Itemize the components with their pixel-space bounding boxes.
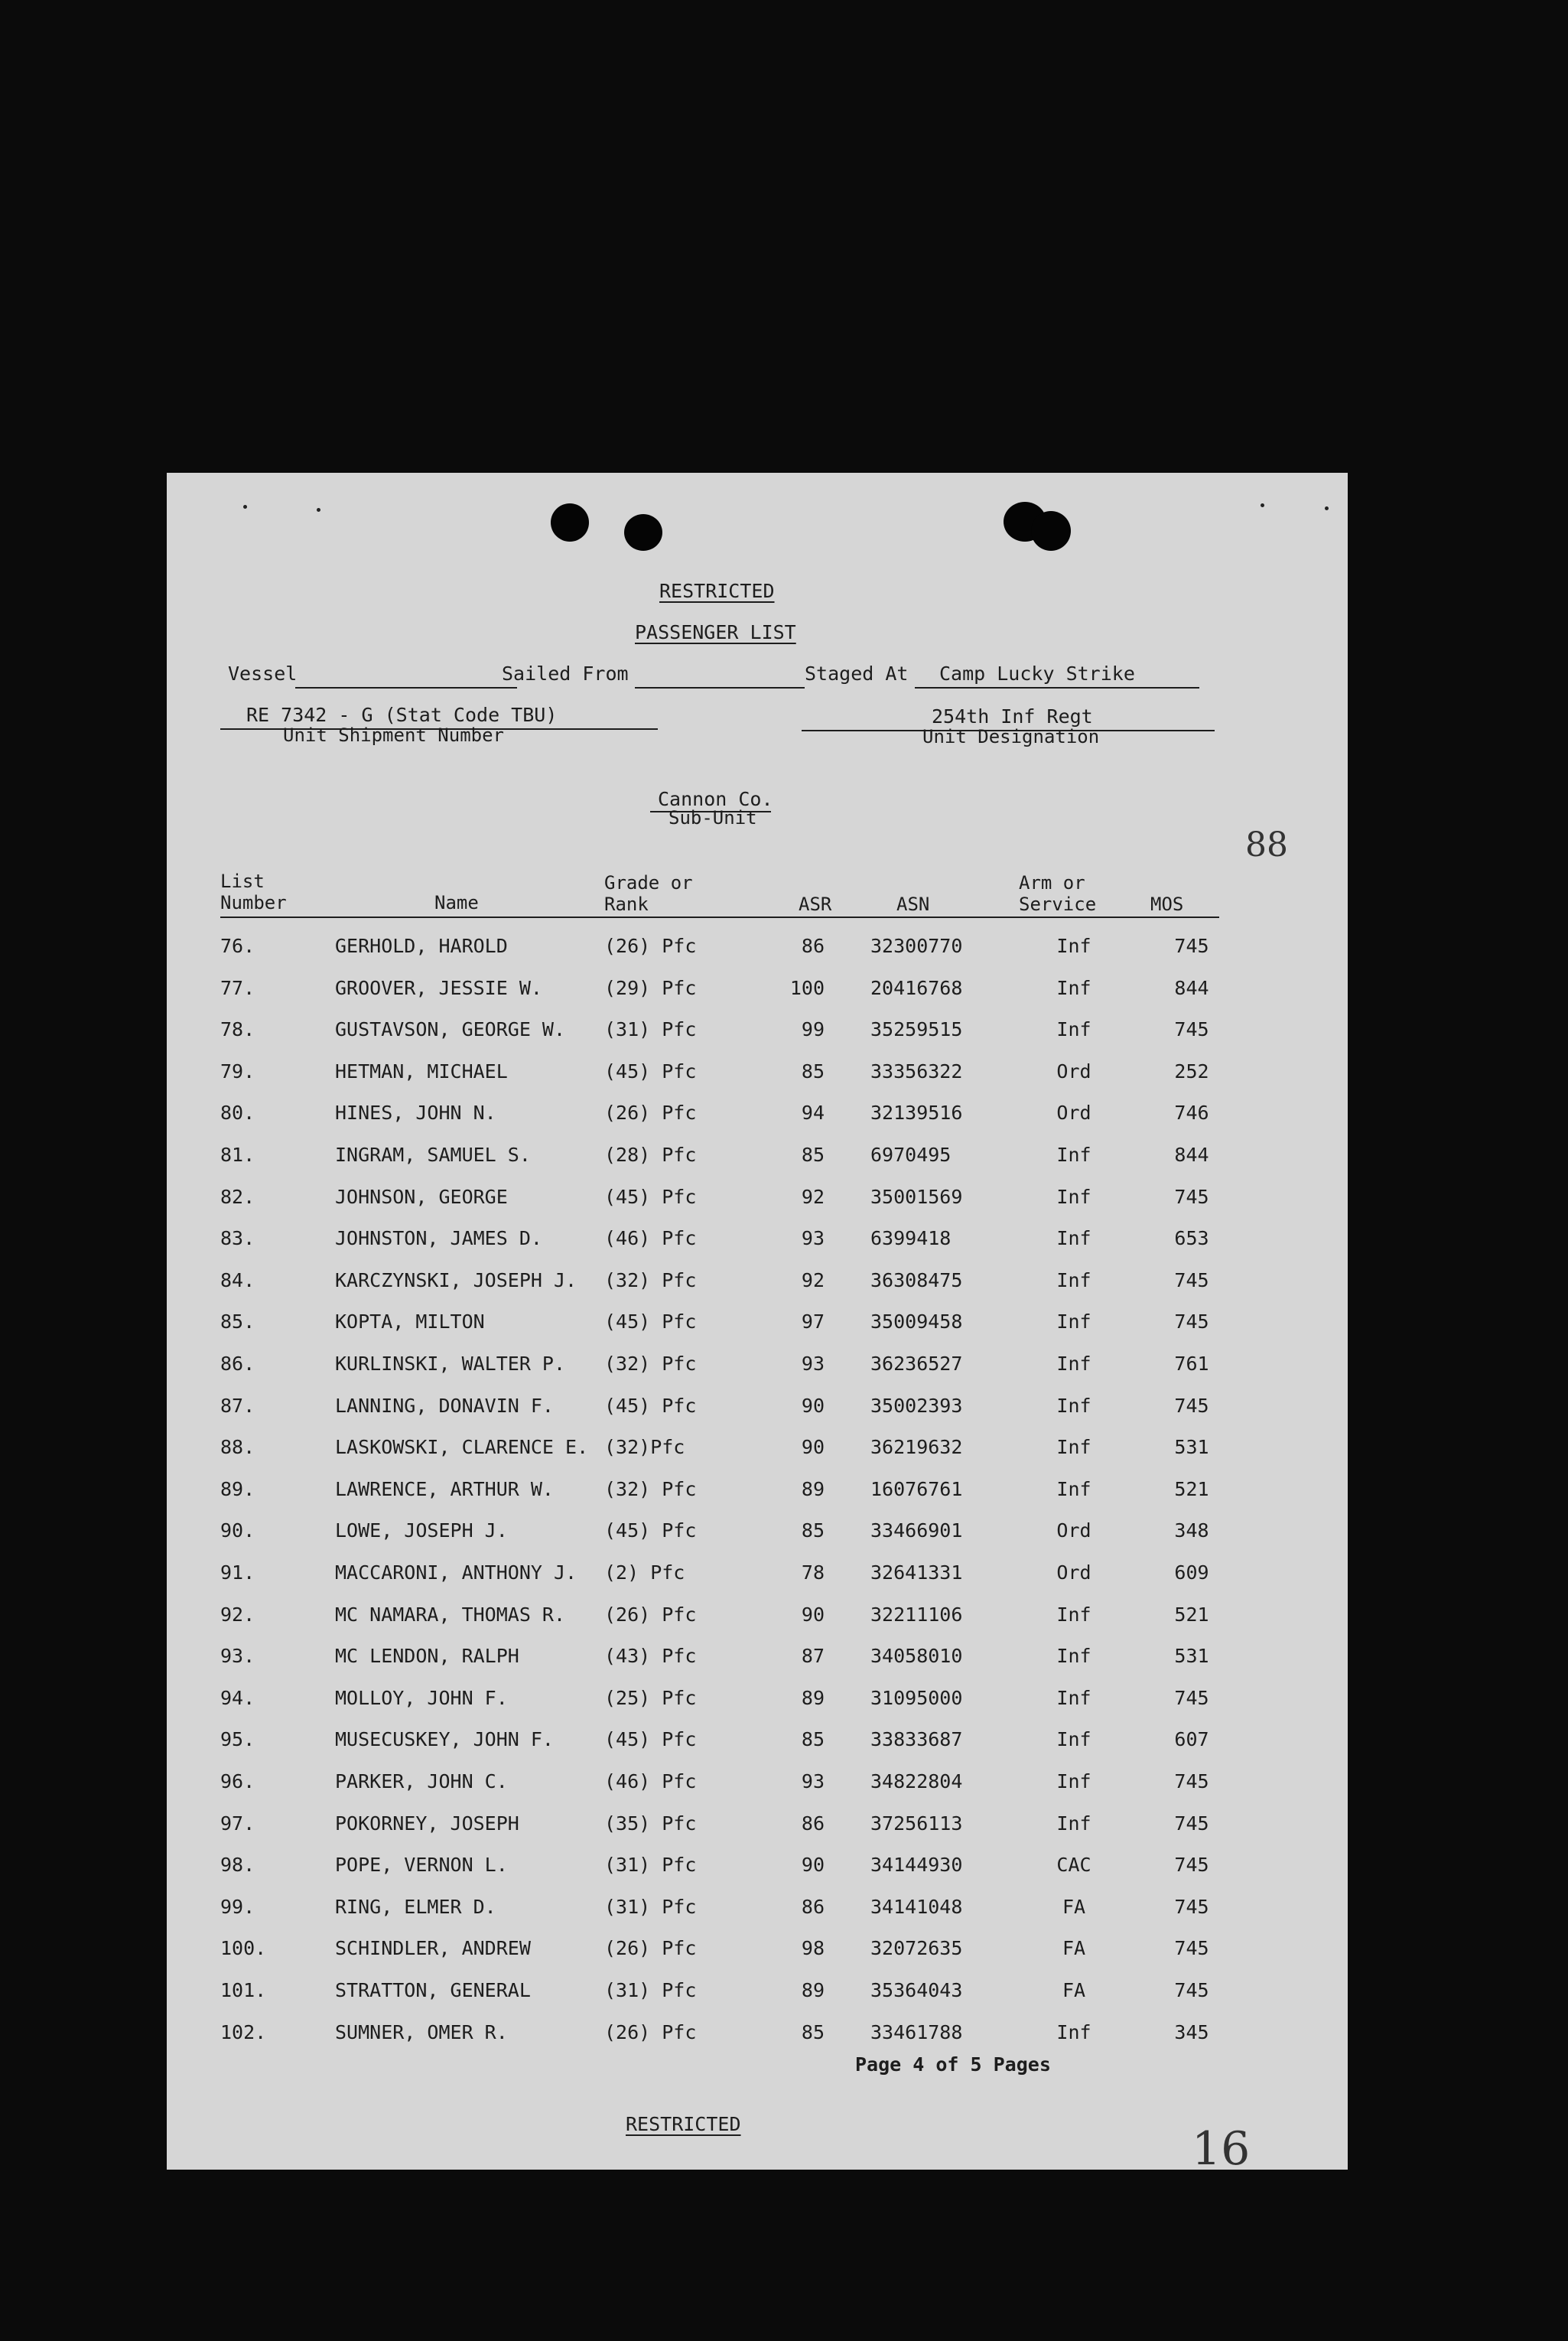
cell-name: RING, ELMER D. [335, 1895, 496, 1918]
cell-name: MACCARONI, ANTHONY J. [335, 1561, 577, 1584]
punch-hole-1 [551, 503, 589, 542]
cell-name: POKORNEY, JOSEPH [335, 1812, 519, 1835]
cell-grade: (26) Pfc [604, 2020, 697, 2043]
table-row [167, 1135, 1348, 1176]
table-row [167, 1260, 1348, 1301]
cell-name: LOWE, JOSEPH J. [335, 1519, 508, 1542]
cell-arm: Inf [1056, 1227, 1091, 1250]
document-page [167, 473, 1348, 2176]
cell-num: 76. [220, 935, 255, 957]
cell-arm: Inf [1056, 1436, 1091, 1459]
cell-num: 77. [220, 976, 255, 999]
cell-grade: (25) Pfc [604, 1686, 697, 1709]
corner-number: 16 [1192, 2122, 1251, 2176]
cell-ash: 99 [801, 1018, 825, 1041]
cell-arm: Ord [1056, 1102, 1091, 1125]
document-title: PASSENGER LIST [635, 621, 796, 643]
sub-unit-label: Sub-Unit [669, 807, 757, 829]
cell-num: 92. [220, 1603, 255, 1626]
cell-ash: 85 [801, 2020, 825, 2043]
cell-arm: Inf [1056, 2020, 1091, 2043]
cell-asn: 36236527 [870, 1353, 963, 1375]
table-row [167, 1301, 1348, 1343]
cell-ash: 90 [801, 1394, 825, 1417]
cell-asn: 32139516 [870, 1102, 963, 1125]
cell-mos: 653 [1174, 1227, 1209, 1250]
cell-asn: 31095000 [870, 1686, 963, 1709]
cell-asn: 35259515 [870, 1018, 963, 1041]
unit-designation-value: 254th Inf Regt [932, 705, 1093, 728]
punch-hole-2 [624, 514, 662, 551]
cell-grade: (43) Pfc [604, 1645, 697, 1668]
cell-name: GROOVER, JESSIE W. [335, 976, 542, 999]
cell-ash: 90 [801, 1854, 825, 1877]
cell-grade: (32) Pfc [604, 1477, 697, 1500]
cell-num: 97. [220, 1812, 255, 1835]
cell-ash: 89 [801, 1477, 825, 1500]
cell-ash: 97 [801, 1311, 825, 1333]
cell-grade: (35) Pfc [604, 1812, 697, 1835]
cell-asn: 33833687 [870, 1728, 963, 1751]
cell-name: MC LENDON, RALPH [335, 1645, 519, 1668]
cell-ash: 85 [801, 1519, 825, 1542]
cell-num: 78. [220, 1018, 255, 1041]
table-row [167, 1343, 1348, 1385]
cell-num: 95. [220, 1728, 255, 1751]
cell-grade: (31) Pfc [604, 1018, 697, 1041]
cell-num: 91. [220, 1561, 255, 1584]
sailed-from-line [635, 687, 805, 689]
cell-asn: 37256113 [870, 1812, 963, 1835]
cell-num: 79. [220, 1060, 255, 1083]
table-row [167, 1427, 1348, 1468]
cell-asn: 32300770 [870, 935, 963, 957]
classification-bottom: RESTRICTED [626, 2113, 741, 2135]
cell-arm: Inf [1056, 1728, 1091, 1751]
table-row [167, 1887, 1348, 1928]
cell-name: LAWRENCE, ARTHUR W. [335, 1477, 554, 1500]
speck [243, 505, 247, 509]
cell-name: MOLLOY, JOHN F. [335, 1686, 508, 1709]
table-row [167, 968, 1348, 1009]
staged-at-value: Camp Lucky Strike [939, 663, 1135, 685]
cell-mos: 761 [1174, 1353, 1209, 1375]
cell-num: 85. [220, 1311, 255, 1333]
cell-ash: 86 [801, 935, 825, 957]
cell-ash: 89 [801, 1979, 825, 2001]
cell-mos: 745 [1174, 1854, 1209, 1877]
cell-name: GERHOLD, HAROLD [335, 935, 508, 957]
table-row [167, 1719, 1348, 1760]
table-row [167, 1844, 1348, 1886]
cell-ash: 90 [801, 1436, 825, 1459]
cell-num: 82. [220, 1185, 255, 1208]
cell-asn: 32211106 [870, 1603, 963, 1626]
cell-mos: 745 [1174, 1770, 1209, 1792]
cell-grade: (46) Pfc [604, 1770, 697, 1792]
cell-mos: 745 [1174, 935, 1209, 957]
cell-mos: 745 [1174, 1812, 1209, 1835]
cell-asn: 36219632 [870, 1436, 963, 1459]
table-row [167, 1970, 1348, 2011]
cell-num: 80. [220, 1102, 255, 1125]
cell-grade: (28) Pfc [604, 1144, 697, 1166]
cell-mos: 844 [1174, 1144, 1209, 1166]
cell-ash: 93 [801, 1770, 825, 1792]
cell-arm: Inf [1056, 1268, 1091, 1291]
cell-arm: Ord [1056, 1561, 1091, 1584]
cell-asn: 33466901 [870, 1519, 963, 1542]
cell-mos: 745 [1174, 1895, 1209, 1918]
table-row [167, 1803, 1348, 1844]
header-rule [220, 917, 1219, 918]
cell-num: 98. [220, 1854, 255, 1877]
cell-num: 102. [220, 2020, 267, 2043]
cell-asn: 20416768 [870, 976, 963, 999]
cell-mos: 521 [1174, 1603, 1209, 1626]
cell-num: 96. [220, 1770, 255, 1792]
cell-mos: 844 [1174, 976, 1209, 999]
cell-mos: 745 [1174, 1311, 1209, 1333]
cell-num: 86. [220, 1353, 255, 1375]
cell-num: 94. [220, 1686, 255, 1709]
cell-num: 93. [220, 1645, 255, 1668]
sub-unit-value: Cannon Co. [658, 788, 773, 810]
cell-num: 83. [220, 1227, 255, 1250]
margin-number: 88 [1245, 825, 1288, 864]
cell-mos: 345 [1174, 2020, 1209, 2043]
cell-name: HETMAN, MICHAEL [335, 1060, 508, 1083]
cell-ash: 89 [801, 1686, 825, 1709]
cell-ash: 87 [801, 1645, 825, 1668]
table-row [167, 1761, 1348, 1802]
cell-name: SUMNER, OMER R. [335, 2020, 508, 2043]
punch-hole-4 [1031, 511, 1071, 551]
cell-mos: 607 [1174, 1728, 1209, 1751]
cell-mos: 521 [1174, 1477, 1209, 1500]
cell-name: JOHNSON, GEORGE [335, 1185, 508, 1208]
cell-num: 88. [220, 1436, 255, 1459]
cell-mos: 609 [1174, 1561, 1209, 1584]
cell-grade: (26) Pfc [604, 935, 697, 957]
table-row [167, 1177, 1348, 1218]
cell-ash: 85 [801, 1728, 825, 1751]
cell-asn: 33461788 [870, 2020, 963, 2043]
cell-grade: (31) Pfc [604, 1895, 697, 1918]
cell-arm: Inf [1056, 1686, 1091, 1709]
page-info: Page 4 of 5 Pages [855, 2053, 1051, 2076]
cell-asn: 32072635 [870, 1937, 963, 1960]
cell-arm: Inf [1056, 1394, 1091, 1417]
cell-arm: Inf [1056, 1185, 1091, 1208]
col-grade: Grade or Rank [604, 872, 693, 915]
cell-grade: (31) Pfc [604, 1979, 697, 2001]
table-row [167, 1009, 1348, 1050]
cell-name: KURLINSKI, WALTER P. [335, 1353, 566, 1375]
table-row [167, 1218, 1348, 1259]
cell-arm: Inf [1056, 1603, 1091, 1626]
speck [317, 508, 320, 512]
cell-mos: 745 [1174, 1937, 1209, 1960]
vessel-line [295, 687, 517, 689]
cell-num: 90. [220, 1519, 255, 1542]
cell-name: MUSECUSKEY, JOHN F. [335, 1728, 554, 1751]
cell-asn: 35009458 [870, 1311, 963, 1333]
cell-grade: (32) Pfc [604, 1353, 697, 1375]
col-ash: ASR [799, 894, 832, 915]
cell-arm: FA [1062, 1937, 1086, 1960]
cell-mos: 746 [1174, 1102, 1209, 1125]
cell-name: PARKER, JOHN C. [335, 1770, 508, 1792]
speck [1325, 506, 1329, 510]
cell-grade: (45) Pfc [604, 1394, 697, 1417]
table-row [167, 2012, 1348, 2053]
cell-ash: 94 [801, 1102, 825, 1125]
cell-mos: 531 [1174, 1436, 1209, 1459]
cell-asn: 35364043 [870, 1979, 963, 2001]
table-row [167, 1552, 1348, 1594]
cell-grade: (46) Pfc [604, 1227, 697, 1250]
speck [1261, 503, 1264, 507]
cell-grade: (45) Pfc [604, 1185, 697, 1208]
cell-name: LASKOWSKI, CLARENCE E. [335, 1436, 589, 1459]
table-row [167, 1636, 1348, 1677]
col-arm: Arm or Service [1019, 872, 1097, 915]
cell-mos: 252 [1174, 1060, 1209, 1083]
cell-grade: (31) Pfc [604, 1854, 697, 1877]
cell-name: STRATTON, GENERAL [335, 1979, 531, 2001]
cell-name: INGRAM, SAMUEL S. [335, 1144, 531, 1166]
cell-name: KOPTA, MILTON [335, 1311, 485, 1333]
table-row [167, 1469, 1348, 1510]
cell-asn: 6399418 [870, 1227, 952, 1250]
cell-ash: 100 [789, 976, 825, 999]
cell-arm: Ord [1056, 1519, 1091, 1542]
cell-arm: Inf [1056, 1477, 1091, 1500]
cell-arm: Inf [1056, 1770, 1091, 1792]
cell-arm: Inf [1056, 976, 1091, 999]
cell-asn: 34058010 [870, 1645, 963, 1668]
cell-num: 99. [220, 1895, 255, 1918]
cell-mos: 745 [1174, 1979, 1209, 2001]
cell-num: 84. [220, 1268, 255, 1291]
cell-grade: (29) Pfc [604, 976, 697, 999]
cell-mos: 745 [1174, 1185, 1209, 1208]
cell-ash: 98 [801, 1937, 825, 1960]
cell-name: KARCZYNSKI, JOSEPH J. [335, 1268, 577, 1291]
cell-num: 100. [220, 1937, 267, 1960]
cell-ash: 93 [801, 1353, 825, 1375]
cell-name: GUSTAVSON, GEORGE W. [335, 1018, 566, 1041]
cell-name: HINES, JOHN N. [335, 1102, 496, 1125]
cell-mos: 531 [1174, 1645, 1209, 1668]
table-row [167, 1594, 1348, 1636]
cell-asn: 16076761 [870, 1477, 963, 1500]
cell-num: 101. [220, 1979, 267, 2001]
cell-grade: (45) Pfc [604, 1728, 697, 1751]
table-row [167, 1678, 1348, 1719]
table-row [167, 926, 1348, 967]
cell-ash: 85 [801, 1144, 825, 1166]
cell-arm: Inf [1056, 935, 1091, 957]
cell-asn: 34144930 [870, 1854, 963, 1877]
cell-grade: (2) Pfc [604, 1561, 685, 1584]
table-row [167, 1051, 1348, 1092]
shipment-number-label: Unit Shipment Number [283, 724, 504, 746]
cell-asn: 6970495 [870, 1144, 952, 1166]
cell-arm: Ord [1056, 1060, 1091, 1083]
cell-arm: Inf [1056, 1018, 1091, 1041]
sailed-from-label: Sailed From [502, 663, 629, 685]
cell-asn: 35001569 [870, 1185, 963, 1208]
shipment-number-value: RE 7342 - G (Stat Code TBU) [246, 704, 558, 726]
cell-ash: 85 [801, 1060, 825, 1083]
cell-ash: 92 [801, 1268, 825, 1291]
cell-ash: 90 [801, 1603, 825, 1626]
cell-arm: FA [1062, 1979, 1086, 2001]
cell-arm: CAC [1056, 1854, 1091, 1877]
staged-at-label: Staged At [805, 663, 909, 685]
cell-grade: (26) Pfc [604, 1102, 697, 1125]
cell-ash: 93 [801, 1227, 825, 1250]
classification-top: RESTRICTED [659, 580, 775, 602]
col-asn: ASN [896, 894, 930, 915]
cell-grade: (32) Pfc [604, 1268, 697, 1291]
cell-arm: Inf [1056, 1311, 1091, 1333]
cell-num: 87. [220, 1394, 255, 1417]
table-row [167, 1092, 1348, 1134]
cell-ash: 78 [801, 1561, 825, 1584]
cell-mos: 348 [1174, 1519, 1209, 1542]
cell-asn: 34822804 [870, 1770, 963, 1792]
cell-asn: 35002393 [870, 1394, 963, 1417]
col-name: Name [434, 892, 479, 913]
cell-num: 81. [220, 1144, 255, 1166]
staged-at-line [915, 687, 1199, 689]
cell-arm: Inf [1056, 1812, 1091, 1835]
cell-name: MC NAMARA, THOMAS R. [335, 1603, 566, 1626]
cell-mos: 745 [1174, 1268, 1209, 1291]
cell-asn: 32641331 [870, 1561, 963, 1584]
cell-grade: (45) Pfc [604, 1311, 697, 1333]
cell-name: JOHNSTON, JAMES D. [335, 1227, 542, 1250]
cell-ash: 92 [801, 1185, 825, 1208]
cell-name: LANNING, DONAVIN F. [335, 1394, 554, 1417]
cell-num: 89. [220, 1477, 255, 1500]
cell-grade: (32)Pfc [604, 1436, 685, 1459]
cell-arm: Inf [1056, 1144, 1091, 1166]
col-mos: MOS [1150, 894, 1184, 915]
cell-grade: (26) Pfc [604, 1603, 697, 1626]
cell-arm: Inf [1056, 1645, 1091, 1668]
cell-grade: (26) Pfc [604, 1937, 697, 1960]
cell-grade: (45) Pfc [604, 1519, 697, 1542]
cell-asn: 36308475 [870, 1268, 963, 1291]
cell-ash: 86 [801, 1812, 825, 1835]
cell-mos: 745 [1174, 1018, 1209, 1041]
vessel-label: Vessel [228, 663, 298, 685]
unit-designation-label: Unit Designation [922, 726, 1100, 747]
cell-grade: (45) Pfc [604, 1060, 697, 1083]
cell-mos: 745 [1174, 1686, 1209, 1709]
col-list-number: List Number [220, 871, 287, 913]
cell-asn: 34141048 [870, 1895, 963, 1918]
cell-asn: 33356322 [870, 1060, 963, 1083]
cell-name: POPE, VERNON L. [335, 1854, 508, 1877]
cell-arm: FA [1062, 1895, 1086, 1918]
table-row [167, 1385, 1348, 1427]
cell-name: SCHINDLER, ANDREW [335, 1937, 531, 1960]
cell-mos: 745 [1174, 1394, 1209, 1417]
table-row [167, 1928, 1348, 1969]
cell-ash: 86 [801, 1895, 825, 1918]
table-row [167, 1510, 1348, 1551]
cell-arm: Inf [1056, 1353, 1091, 1375]
